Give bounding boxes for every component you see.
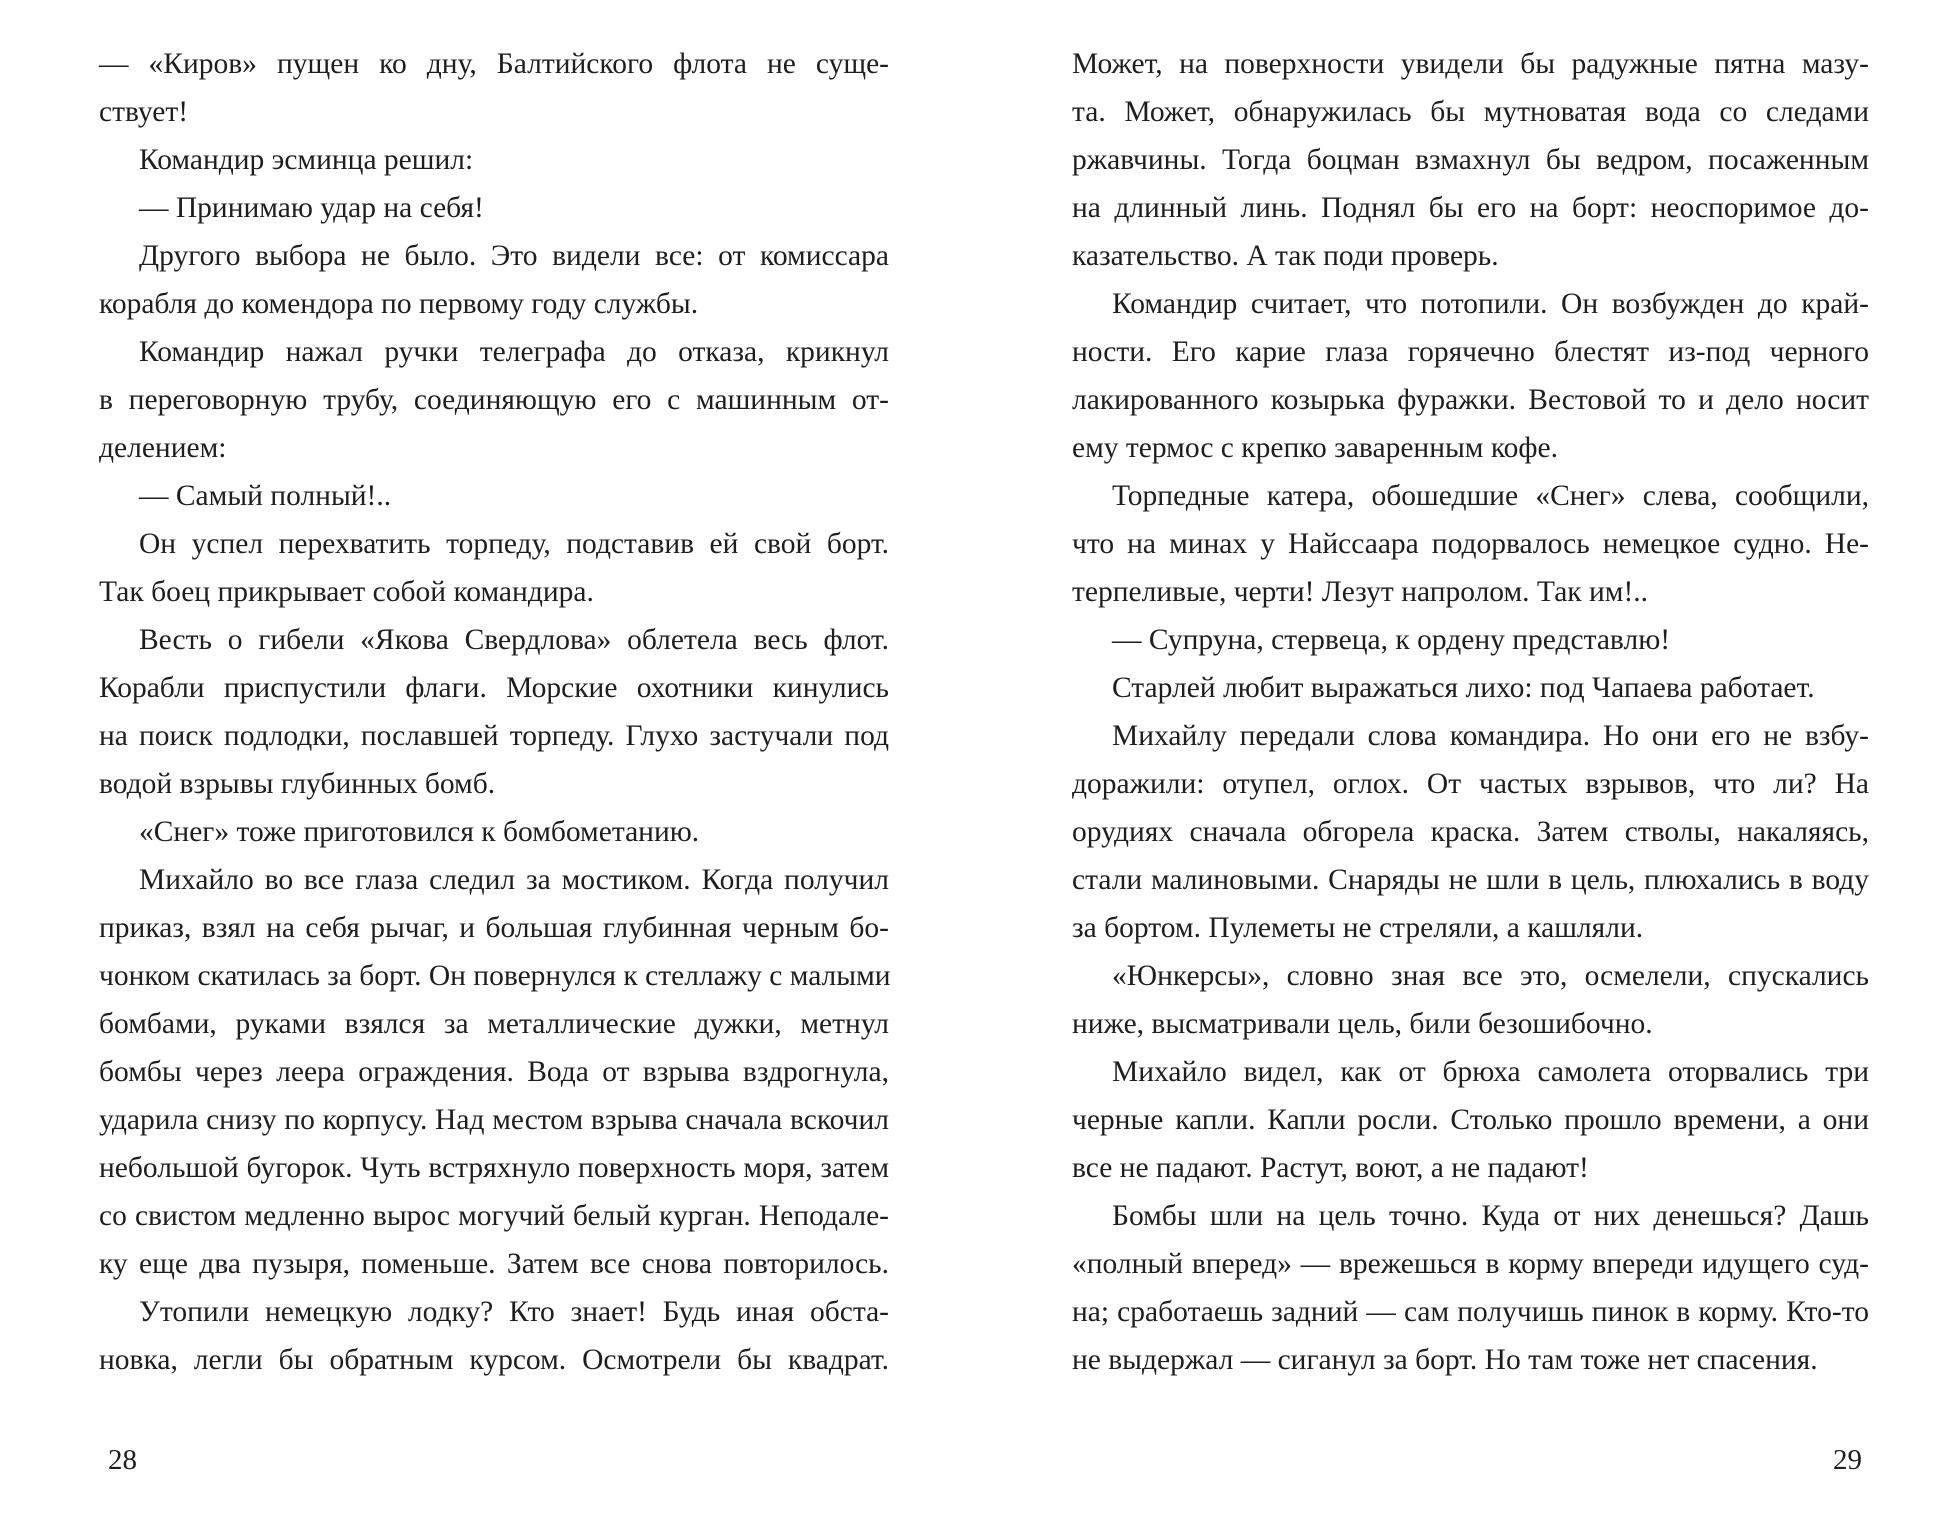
text-line: делением:: [99, 432, 227, 464]
text-line: в переговорную трубу, соединяющую его с машинным от-: [99, 384, 889, 416]
text-line: Другого выбора не было. Это видели все: от комиссара: [139, 240, 889, 272]
text-line: бомбами, руками взялся за металлические дужки, метнул: [99, 1008, 889, 1040]
text-line: корабля до комендора по первому году службы.: [99, 288, 699, 320]
text-line: Старлей любит выражаться лихо: под Чапаева работает.: [1112, 672, 1815, 704]
text-line: на длинный линь. Поднял бы его на борт: неоспоримое до-: [1072, 192, 1869, 224]
text-line: Корабли приспустили флаги. Морские охотники кинулись: [99, 672, 889, 704]
text-line: ржавчины. Тогда боцман взмахнул бы ведром, посаженным: [1072, 144, 1869, 176]
text-line: Михайло во все глаза следил за мостиком. Когда получил: [139, 864, 889, 896]
text-line: за бортом. Пулеметы не стреляли, а кашляли.: [1072, 912, 1644, 944]
text-line: ку еще два пузыря, поменьше. Затем все снова повторилось.: [99, 1248, 889, 1280]
text-line: Утопили немецкую лодку? Кто знает! Будь иная обста-: [139, 1296, 889, 1328]
text-line: на поиск подлодки, пославшей торпеду. Глухо застучали под: [99, 720, 889, 752]
page-number-left: 28: [108, 1444, 137, 1476]
text-line: «Снег» тоже приготовился к бомбометанию.: [139, 816, 700, 848]
text-line: казательство. А так поди проверь.: [1072, 240, 1499, 272]
text-line: Бомбы шли на цель точно. Куда от них денешься? Дашь: [1112, 1200, 1869, 1232]
text-line: «полный вперед» — врежешься в корму впереди идущего суд-: [1072, 1248, 1869, 1280]
text-line: на; сработаешь задний — сам получишь пинок в корму. Кто-то: [1072, 1296, 1869, 1328]
text-line: все не падают. Растут, воют, а не падают!: [1072, 1152, 1589, 1184]
text-line: черные капли. Капли росли. Столько прошло времени, а они: [1072, 1104, 1869, 1136]
text-line: Командир нажал ручки телеграфа до отказа, крикнул: [139, 336, 889, 368]
text-line: Торпедные катера, обошедшие «Снег» слева, сообщили,: [1112, 480, 1869, 512]
text-line: Он успел перехватить торпеду, подставив ей свой борт.: [139, 528, 889, 560]
text-line: ударила снизу по корпусу. Над местом взрыва сначала вскочил: [99, 1104, 889, 1136]
text-line: чонком скатилась за борт. Он повернулся к стеллажу с малыми: [99, 960, 891, 992]
text-line: Михайло видел, как от брюха самолета оторвались три: [1112, 1056, 1869, 1088]
text-line: — «Киров» пущен ко дну, Балтийского флота не суще-: [99, 48, 889, 80]
text-line: приказ, взял на себя рычаг, и большая глубинная черным бо-: [99, 912, 889, 944]
text-line: стали малиновыми. Снаряды не шли в цель, плюхались в воду: [1072, 864, 1869, 896]
text-line: водой взрывы глубинных бомб.: [99, 768, 496, 800]
page-number-right: 29: [1833, 1444, 1862, 1476]
text-line: Так боец прикрывает собой командира.: [99, 576, 594, 608]
text-line: — Супруна, стервеца, к ордену представлю!: [1112, 624, 1671, 656]
text-line: не выдержал — сиганул за борт. Но там тоже нет спасения.: [1072, 1344, 1818, 1376]
text-line: ствует!: [99, 96, 189, 128]
text-line: Командир считает, что потопили. Он возбужден до край-: [1112, 288, 1869, 320]
text-line: лакированного козырька фуражки. Вестовой то и дело носит: [1072, 384, 1869, 416]
text-line: терпеливые, черти! Лезут напролом. Так им!..: [1072, 576, 1649, 608]
text-line: — Самый полный!..: [139, 480, 392, 512]
text-line: Может, на поверхности увидели бы радужные пятна мазу-: [1072, 48, 1869, 80]
text-line: — Принимаю удар на себя!: [139, 192, 484, 224]
text-line: ности. Его карие глаза горячечно блестят из-под черного: [1072, 336, 1869, 368]
text-line: доражили: отупел, оглох. От частых взрывов, что ли? На: [1072, 768, 1869, 800]
text-line: со свистом медленно вырос могучий белый курган. Неподале-: [99, 1200, 889, 1232]
text-line: что на минах у Найссаара подорвалось немецкое судно. Не-: [1072, 528, 1869, 560]
text-line: та. Может, обнаружилась бы мутноватая вода со следами: [1072, 96, 1869, 128]
text-line: Михайлу передали слова командира. Но они его не взбу-: [1112, 720, 1869, 752]
text-line: бомбы через леера ограждения. Вода от взрыва вздрогнула,: [99, 1056, 889, 1088]
text-line: «Юнкерсы», словно зная все это, осмелели, спускались: [1112, 960, 1869, 992]
text-line: ниже, высматривали цель, били безошибочно.: [1072, 1008, 1653, 1040]
text-line: орудиях сначала обгорела краска. Затем стволы, накаляясь,: [1072, 816, 1869, 848]
text-line: ему термос с крепко заваренным кофе.: [1072, 432, 1559, 464]
text-line: Командир эсминца решил:: [139, 144, 474, 176]
text-line: небольшой бугорок. Чуть встряхнуло поверхность моря, затем: [99, 1152, 889, 1184]
text-line: новка, легли бы обратным курсом. Осмотрели бы квадрат.: [99, 1344, 889, 1376]
text-line: Весть о гибели «Якова Свердлова» облетела весь флот.: [139, 624, 889, 656]
